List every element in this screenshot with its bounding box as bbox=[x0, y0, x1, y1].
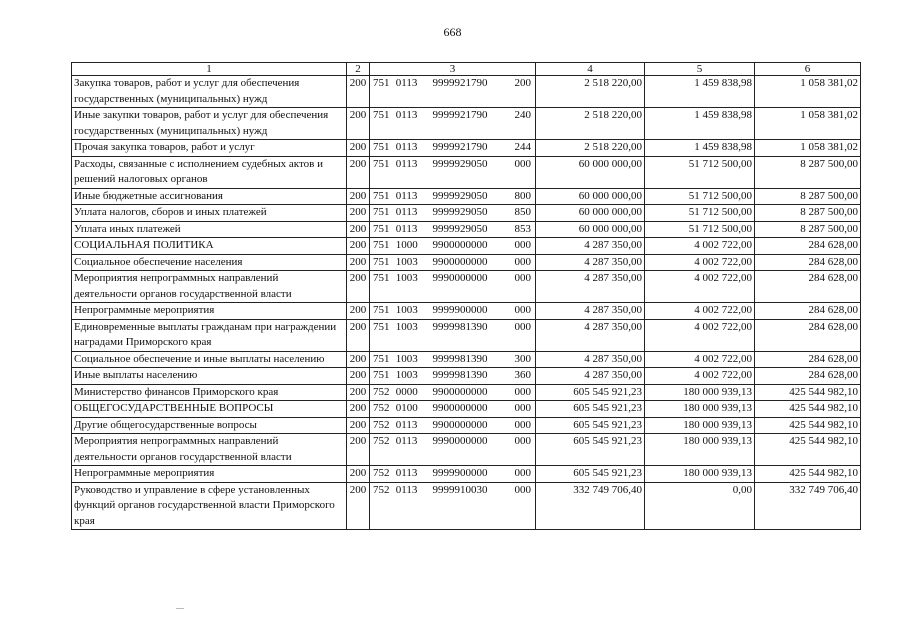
code-target: 9990000000 bbox=[432, 272, 488, 284]
row-value-col5: 4 002 722,00 bbox=[645, 238, 755, 255]
code-type: 300 bbox=[514, 352, 531, 365]
row-name: Мероприятия непрограммных направлений деятельности органов государственной власти bbox=[72, 434, 347, 466]
table-row bbox=[72, 303, 861, 320]
table-row bbox=[72, 319, 861, 351]
row-code-col2: 200 bbox=[347, 417, 370, 434]
row-value-col5: 1 459 838,98 bbox=[645, 140, 755, 157]
row-code-col2: 200 bbox=[347, 384, 370, 401]
row-code-col2: 200 bbox=[347, 271, 370, 303]
code-admin: 751 bbox=[373, 320, 390, 333]
code-section: 1003 bbox=[395, 255, 418, 268]
row-code-col3 bbox=[370, 482, 536, 530]
row-value-col6: 425 544 982,10 bbox=[755, 384, 861, 401]
code-target: 9900000000 bbox=[432, 255, 488, 268]
code-admin: 751 bbox=[373, 109, 390, 121]
code-admin: 752 bbox=[373, 483, 390, 496]
code-target: 9999900000 bbox=[432, 304, 488, 316]
row-value-col6: 1 058 381,02 bbox=[755, 108, 861, 140]
code-type: 000 bbox=[514, 304, 531, 316]
row-value-col6: 284 628,00 bbox=[755, 319, 861, 351]
row-value-col6: 1 058 381,02 bbox=[755, 140, 861, 157]
header-cell: 3 bbox=[370, 63, 536, 76]
code-admin: 751 bbox=[373, 239, 390, 251]
table-row bbox=[72, 271, 861, 303]
code-type: 800 bbox=[514, 189, 531, 202]
code-target: 9999981390 bbox=[432, 369, 488, 381]
code-section: 0113 bbox=[395, 418, 418, 431]
table-row bbox=[72, 368, 861, 385]
table-row bbox=[72, 238, 861, 255]
code-target: 9990000000 bbox=[432, 435, 488, 447]
code-admin: 752 bbox=[373, 402, 390, 414]
row-code-col3 bbox=[370, 466, 536, 483]
code-section: 1003 bbox=[395, 320, 418, 333]
row-name: Социальное обеспечение и иные выплаты населению bbox=[72, 351, 347, 368]
row-value-col4: 2 518 220,00 bbox=[536, 140, 645, 157]
row-code-col2: 200 bbox=[347, 401, 370, 418]
row-name: Единовременные выплаты гражданам при награждении наградами Приморского края bbox=[72, 319, 347, 351]
row-code-col3 bbox=[370, 401, 536, 418]
row-value-col6: 284 628,00 bbox=[755, 303, 861, 320]
row-value-col5: 1 459 838,98 bbox=[645, 108, 755, 140]
code-target: 9999929050 bbox=[432, 222, 488, 235]
row-value-col4: 4 287 350,00 bbox=[536, 238, 645, 255]
code-target: 9999981390 bbox=[432, 352, 488, 365]
row-code-col3 bbox=[370, 156, 536, 188]
row-value-col4: 4 287 350,00 bbox=[536, 351, 645, 368]
code-section: 0100 bbox=[395, 402, 418, 414]
row-code-col3 bbox=[370, 271, 536, 303]
code-section: 1000 bbox=[395, 239, 418, 251]
code-target: 9999929050 bbox=[432, 206, 488, 218]
budget-table bbox=[71, 62, 861, 530]
code-target: 9999900000 bbox=[432, 467, 488, 479]
row-value-col5: 180 000 939,13 bbox=[645, 417, 755, 434]
code-type: 000 bbox=[514, 418, 531, 431]
table-row bbox=[72, 482, 861, 530]
row-code-col2: 200 bbox=[347, 108, 370, 140]
row-value-col4: 605 545 921,23 bbox=[536, 466, 645, 483]
row-value-col4: 60 000 000,00 bbox=[536, 221, 645, 238]
table-row bbox=[72, 221, 861, 238]
row-value-col4: 2 518 220,00 bbox=[536, 108, 645, 140]
row-name: Иные бюджетные ассигнования bbox=[72, 188, 347, 205]
code-section: 0113 bbox=[395, 435, 418, 447]
code-admin: 752 bbox=[373, 418, 390, 431]
code-type: 200 bbox=[514, 77, 531, 89]
row-value-col5: 51 712 500,00 bbox=[645, 221, 755, 238]
row-code-col3 bbox=[370, 303, 536, 320]
code-section: 0113 bbox=[395, 467, 418, 479]
code-section: 1003 bbox=[395, 369, 418, 381]
code-type: 000 bbox=[514, 402, 531, 414]
code-section: 1003 bbox=[395, 304, 418, 316]
row-code-col2: 200 bbox=[347, 368, 370, 385]
code-section: 0113 bbox=[395, 189, 418, 202]
row-value-col5: 4 002 722,00 bbox=[645, 319, 755, 351]
row-value-col4: 605 545 921,23 bbox=[536, 384, 645, 401]
row-code-col3 bbox=[370, 434, 536, 466]
row-value-col4: 4 287 350,00 bbox=[536, 254, 645, 271]
row-value-col5: 0,00 bbox=[645, 482, 755, 530]
code-type: 244 bbox=[514, 141, 531, 153]
code-target: 9900000000 bbox=[432, 385, 488, 398]
code-target: 9900000000 bbox=[432, 402, 488, 414]
row-code-col2: 200 bbox=[347, 482, 370, 530]
code-admin: 752 bbox=[373, 385, 390, 398]
row-code-col3 bbox=[370, 351, 536, 368]
code-type: 000 bbox=[514, 239, 531, 251]
table-row bbox=[72, 384, 861, 401]
code-target: 9999921790 bbox=[432, 141, 488, 153]
code-target: 9999929050 bbox=[432, 189, 488, 202]
row-code-col3 bbox=[370, 319, 536, 351]
row-code-col3 bbox=[370, 368, 536, 385]
code-target: 9999929050 bbox=[432, 157, 488, 170]
code-type: 000 bbox=[514, 435, 531, 447]
code-type: 000 bbox=[514, 467, 531, 479]
row-code-col2: 200 bbox=[347, 303, 370, 320]
code-admin: 751 bbox=[373, 157, 390, 170]
row-code-col2: 200 bbox=[347, 254, 370, 271]
row-value-col5: 180 000 939,13 bbox=[645, 384, 755, 401]
row-code-col3 bbox=[370, 108, 536, 140]
row-code-col2: 200 bbox=[347, 140, 370, 157]
row-code-col2: 200 bbox=[347, 351, 370, 368]
row-name: Руководство и управление в сфере установленных функций органов государственной власти Приморского края bbox=[72, 482, 347, 530]
row-value-col5: 180 000 939,13 bbox=[645, 434, 755, 466]
code-admin: 751 bbox=[373, 272, 390, 284]
row-value-col4: 332 749 706,40 bbox=[536, 482, 645, 530]
row-value-col5: 1 459 838,98 bbox=[645, 76, 755, 108]
code-section: 1003 bbox=[395, 352, 418, 365]
code-admin: 751 bbox=[373, 141, 390, 153]
code-admin: 751 bbox=[373, 369, 390, 381]
row-name: Непрограммные мероприятия bbox=[72, 466, 347, 483]
row-value-col5: 4 002 722,00 bbox=[645, 303, 755, 320]
code-section: 0113 bbox=[395, 109, 418, 121]
row-value-col5: 51 712 500,00 bbox=[645, 156, 755, 188]
code-target: 9900000000 bbox=[432, 239, 488, 251]
table-row bbox=[72, 76, 861, 108]
code-admin: 751 bbox=[373, 222, 390, 235]
row-code-col2: 200 bbox=[347, 205, 370, 222]
code-type: 000 bbox=[514, 483, 531, 496]
row-code-col2: 200 bbox=[347, 76, 370, 108]
row-code-col2: 200 bbox=[347, 319, 370, 351]
row-value-col4: 4 287 350,00 bbox=[536, 271, 645, 303]
row-value-col4: 60 000 000,00 bbox=[536, 156, 645, 188]
row-value-col6: 284 628,00 bbox=[755, 351, 861, 368]
code-type: 000 bbox=[514, 255, 531, 268]
row-code-col3 bbox=[370, 188, 536, 205]
row-code-col3 bbox=[370, 417, 536, 434]
row-value-col6: 8 287 500,00 bbox=[755, 205, 861, 222]
row-value-col6: 425 544 982,10 bbox=[755, 401, 861, 418]
code-type: 000 bbox=[514, 157, 531, 170]
code-type: 000 bbox=[514, 385, 531, 398]
table-row bbox=[72, 401, 861, 418]
row-value-col6: 284 628,00 bbox=[755, 238, 861, 255]
code-admin: 751 bbox=[373, 304, 390, 316]
row-value-col5: 4 002 722,00 bbox=[645, 368, 755, 385]
row-value-col6: 8 287 500,00 bbox=[755, 188, 861, 205]
code-admin: 751 bbox=[373, 352, 390, 365]
code-admin: 751 bbox=[373, 255, 390, 268]
code-target: 9999981390 bbox=[432, 320, 488, 333]
header-cell: 5 bbox=[645, 63, 755, 76]
table-row bbox=[72, 205, 861, 222]
code-type: 000 bbox=[514, 320, 531, 333]
row-value-col5: 180 000 939,13 bbox=[645, 401, 755, 418]
row-value-col6: 1 058 381,02 bbox=[755, 76, 861, 108]
row-code-col3 bbox=[370, 254, 536, 271]
row-value-col4: 605 545 921,23 bbox=[536, 401, 645, 418]
code-admin: 751 bbox=[373, 189, 390, 202]
code-type: 853 bbox=[514, 222, 531, 235]
row-value-col4: 4 287 350,00 bbox=[536, 319, 645, 351]
header-cell: 2 bbox=[347, 63, 370, 76]
row-value-col4: 60 000 000,00 bbox=[536, 188, 645, 205]
row-name: Другие общегосударственные вопросы bbox=[72, 417, 347, 434]
row-value-col4: 605 545 921,23 bbox=[536, 417, 645, 434]
table-row bbox=[72, 351, 861, 368]
row-value-col6: 284 628,00 bbox=[755, 368, 861, 385]
row-name: ОБЩЕГОСУДАРСТВЕННЫЕ ВОПРОСЫ bbox=[72, 401, 347, 418]
row-name: Социальное обеспечение населения bbox=[72, 254, 347, 271]
row-code-col2: 200 bbox=[347, 188, 370, 205]
code-section: 0113 bbox=[395, 206, 418, 218]
code-target: 9999921790 bbox=[432, 77, 488, 89]
table-row bbox=[72, 156, 861, 188]
row-code-col3 bbox=[370, 238, 536, 255]
row-value-col4: 60 000 000,00 bbox=[536, 205, 645, 222]
code-section: 0113 bbox=[395, 77, 418, 89]
page-number: 668 bbox=[443, 25, 462, 39]
row-name: Уплата налогов, сборов и иных платежей bbox=[72, 205, 347, 222]
row-code-col3 bbox=[370, 76, 536, 108]
table-row bbox=[72, 140, 861, 157]
header-cell: 6 bbox=[755, 63, 861, 76]
row-name: Министерство финансов Приморского края bbox=[72, 384, 347, 401]
row-name: Прочая закупка товаров, работ и услуг bbox=[72, 140, 347, 157]
header-row bbox=[72, 63, 861, 76]
row-value-col6: 8 287 500,00 bbox=[755, 221, 861, 238]
header-cell: 1 bbox=[72, 63, 347, 76]
row-value-col5: 51 712 500,00 bbox=[645, 188, 755, 205]
row-value-col4: 605 545 921,23 bbox=[536, 434, 645, 466]
code-section: 0113 bbox=[395, 141, 418, 153]
code-target: 9999921790 bbox=[432, 109, 488, 121]
code-admin: 752 bbox=[373, 467, 390, 479]
row-name: Расходы, связанные с исполнением судебных актов и решений налоговых органов bbox=[72, 156, 347, 188]
row-value-col6: 8 287 500,00 bbox=[755, 156, 861, 188]
row-code-col2: 200 bbox=[347, 156, 370, 188]
code-type: 000 bbox=[514, 272, 531, 284]
table-row bbox=[72, 434, 861, 466]
code-target: 9900000000 bbox=[432, 418, 488, 431]
row-name: Непрограммные мероприятия bbox=[72, 303, 347, 320]
header-cell: 4 bbox=[536, 63, 645, 76]
table-row bbox=[72, 417, 861, 434]
row-name: Уплата иных платежей bbox=[72, 221, 347, 238]
code-section: 0000 bbox=[395, 385, 418, 398]
row-name: Иные закупки товаров, работ и услуг для обеспечения государственных (муниципальных) нужд bbox=[72, 108, 347, 140]
row-value-col5: 4 002 722,00 bbox=[645, 271, 755, 303]
row-value-col6: 284 628,00 bbox=[755, 271, 861, 303]
row-name: Закупка товаров, работ и услуг для обеспечения государственных (муниципальных) нужд bbox=[72, 76, 347, 108]
row-code-col2: 200 bbox=[347, 238, 370, 255]
table-row bbox=[72, 466, 861, 483]
code-type: 850 bbox=[514, 206, 531, 218]
row-name: СОЦИАЛЬНАЯ ПОЛИТИКА bbox=[72, 238, 347, 255]
row-value-col5: 4 002 722,00 bbox=[645, 254, 755, 271]
row-code-col3 bbox=[370, 221, 536, 238]
row-value-col6: 425 544 982,10 bbox=[755, 417, 861, 434]
code-section: 0113 bbox=[395, 157, 418, 170]
row-code-col2: 200 bbox=[347, 434, 370, 466]
row-value-col6: 425 544 982,10 bbox=[755, 434, 861, 466]
row-value-col6: 425 544 982,10 bbox=[755, 466, 861, 483]
row-value-col5: 4 002 722,00 bbox=[645, 351, 755, 368]
row-code-col3 bbox=[370, 205, 536, 222]
code-section: 1003 bbox=[395, 272, 418, 284]
table-row bbox=[72, 188, 861, 205]
code-admin: 752 bbox=[373, 435, 390, 447]
code-admin: 751 bbox=[373, 206, 390, 218]
table-row bbox=[72, 108, 861, 140]
code-section: 0113 bbox=[395, 222, 418, 235]
row-value-col4: 2 518 220,00 bbox=[536, 76, 645, 108]
row-value-col5: 51 712 500,00 bbox=[645, 205, 755, 222]
row-value-col4: 4 287 350,00 bbox=[536, 368, 645, 385]
code-target: 9999910030 bbox=[432, 483, 488, 496]
code-type: 240 bbox=[514, 109, 531, 121]
code-type: 360 bbox=[514, 369, 531, 381]
row-code-col3 bbox=[370, 384, 536, 401]
row-value-col5: 180 000 939,13 bbox=[645, 466, 755, 483]
scan-mark bbox=[176, 608, 184, 609]
row-name: Иные выплаты населению bbox=[72, 368, 347, 385]
code-section: 0113 bbox=[395, 483, 418, 496]
row-code-col2: 200 bbox=[347, 221, 370, 238]
table-row bbox=[72, 254, 861, 271]
row-value-col6: 284 628,00 bbox=[755, 254, 861, 271]
code-admin: 751 bbox=[373, 77, 390, 89]
row-value-col4: 4 287 350,00 bbox=[536, 303, 645, 320]
row-code-col2: 200 bbox=[347, 466, 370, 483]
row-code-col3 bbox=[370, 140, 536, 157]
row-name: Мероприятия непрограммных направлений деятельности органов государственной власти bbox=[72, 271, 347, 303]
row-value-col6: 332 749 706,40 bbox=[755, 482, 861, 530]
